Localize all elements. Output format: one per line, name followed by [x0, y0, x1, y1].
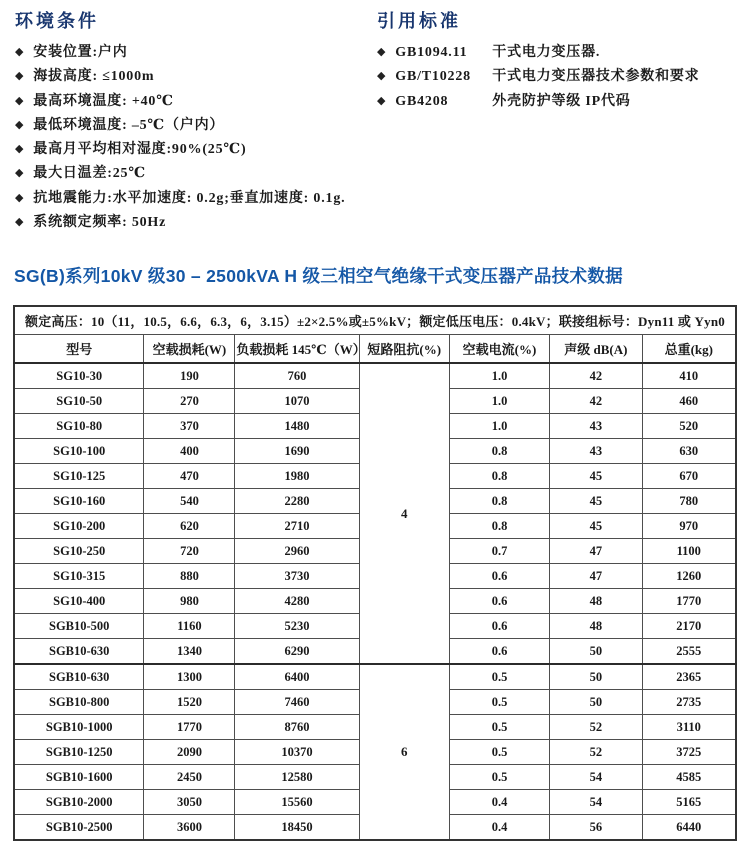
cell-load-loss: 5230 — [235, 614, 359, 639]
cell-no-load-loss: 2090 — [144, 740, 235, 765]
cell-model: SG10-80 — [14, 414, 144, 439]
cell-load-loss: 8760 — [235, 715, 359, 740]
cell-no-load-current: 0.5 — [449, 740, 549, 765]
cell-no-load-loss: 370 — [144, 414, 235, 439]
diamond-bullet-icon: ◆ — [15, 118, 25, 131]
cell-total-weight: 6440 — [642, 815, 736, 841]
cell-sound-level: 54 — [550, 765, 642, 790]
cell-model: SGB10-1250 — [14, 740, 144, 765]
cell-no-load-loss: 2450 — [144, 765, 235, 790]
cell-no-load-loss: 980 — [144, 589, 235, 614]
cell-no-load-loss: 1340 — [144, 639, 235, 665]
cell-no-load-current: 0.6 — [449, 614, 549, 639]
standard-description: 干式电力变压器技术参数和要求 — [492, 69, 700, 85]
cell-no-load-loss: 620 — [144, 514, 235, 539]
cell-load-loss: 6290 — [235, 639, 359, 665]
cell-model: SGB10-630 — [14, 639, 144, 665]
cell-total-weight: 5165 — [642, 790, 736, 815]
cell-load-loss: 15560 — [235, 790, 359, 815]
environment-conditions-title: 环境条件 — [15, 11, 99, 31]
diamond-bullet-icon: ◆ — [15, 143, 25, 156]
cell-no-load-loss: 1160 — [144, 614, 235, 639]
cell-sound-level: 47 — [550, 564, 642, 589]
cell-total-weight: 1100 — [642, 539, 736, 564]
cell-sound-level: 42 — [550, 389, 642, 414]
cell-load-loss: 3730 — [235, 564, 359, 589]
cell-load-loss: 1980 — [235, 464, 359, 489]
env-condition-text: 最大日温差:25℃ — [33, 166, 146, 182]
cell-no-load-current: 0.5 — [449, 664, 549, 690]
cell-load-loss: 760 — [235, 363, 359, 389]
cell-total-weight: 1260 — [642, 564, 736, 589]
cell-model: SG10-125 — [14, 464, 144, 489]
standard-code: GB/T10228 — [395, 69, 471, 85]
cell-model: SG10-100 — [14, 439, 144, 464]
cell-model: SGB10-1600 — [14, 765, 144, 790]
cell-total-weight: 2365 — [642, 664, 736, 690]
diamond-bullet-icon: ◆ — [15, 167, 25, 180]
cell-no-load-current: 1.0 — [449, 414, 549, 439]
cell-sound-level: 45 — [550, 489, 642, 514]
cell-sound-level: 50 — [550, 690, 642, 715]
env-condition-text: 抗地震能力:水平加速度: 0.2g;垂直加速度: 0.1g. — [33, 190, 346, 206]
cell-no-load-current: 0.6 — [449, 639, 549, 665]
reference-standard-item — [377, 90, 740, 114]
env-condition-item — [15, 187, 377, 211]
cell-load-loss: 4280 — [235, 589, 359, 614]
env-condition-text: 最低环境温度: –5℃（户内） — [33, 117, 225, 133]
reference-standards-title: 引用标准 — [377, 11, 461, 31]
top-section — [0, 0, 750, 235]
cell-no-load-loss: 1770 — [144, 715, 235, 740]
cell-no-load-current: 0.5 — [449, 690, 549, 715]
env-condition-text: 海拔高度: ≤1000m — [33, 69, 155, 85]
cell-no-load-loss: 3050 — [144, 790, 235, 815]
column-header: 短路阻抗(%) — [359, 335, 449, 364]
cell-sound-level: 52 — [550, 715, 642, 740]
rated-voltage-header: 额定高压：10（11，10.5，6.6，6.3，6，3.15）±2×2.5%或±5%kV；额定低压电压：0.4kV；联接组标号：Dyn11 或 Yyn0 — [14, 306, 736, 335]
column-header: 型号 — [14, 335, 144, 364]
env-condition-text: 最高环境温度: +40℃ — [33, 93, 174, 109]
cell-no-load-current: 0.8 — [449, 439, 549, 464]
reference-standard-item — [377, 65, 740, 89]
cell-no-load-loss: 470 — [144, 464, 235, 489]
cell-sound-level: 50 — [550, 639, 642, 665]
cell-no-load-loss: 400 — [144, 439, 235, 464]
cell-load-loss: 10370 — [235, 740, 359, 765]
cell-no-load-current: 0.6 — [449, 564, 549, 589]
cell-total-weight: 520 — [642, 414, 736, 439]
rated-voltage-row — [14, 306, 736, 335]
cell-model: SGB10-2500 — [14, 815, 144, 841]
cell-total-weight: 3110 — [642, 715, 736, 740]
cell-total-weight: 630 — [642, 439, 736, 464]
cell-impedance: 6 — [359, 664, 449, 840]
cell-model: SG10-200 — [14, 514, 144, 539]
cell-no-load-current: 0.5 — [449, 715, 549, 740]
cell-model: SG10-50 — [14, 389, 144, 414]
env-condition-item — [15, 41, 377, 65]
cell-sound-level: 42 — [550, 363, 642, 389]
cell-no-load-loss: 1520 — [144, 690, 235, 715]
cell-sound-level: 48 — [550, 614, 642, 639]
table-row — [14, 363, 736, 389]
cell-no-load-current: 0.8 — [449, 514, 549, 539]
cell-no-load-current: 0.4 — [449, 790, 549, 815]
cell-total-weight: 460 — [642, 389, 736, 414]
cell-load-loss: 2280 — [235, 489, 359, 514]
cell-sound-level: 56 — [550, 815, 642, 841]
spec-table-wrap — [13, 305, 737, 841]
cell-total-weight: 970 — [642, 514, 736, 539]
cell-model: SGB10-800 — [14, 690, 144, 715]
environment-conditions-list — [15, 41, 377, 235]
cell-model: SG10-400 — [14, 589, 144, 614]
cell-model: SG10-30 — [14, 363, 144, 389]
cell-no-load-current: 0.8 — [449, 489, 549, 514]
cell-sound-level: 45 — [550, 514, 642, 539]
cell-model: SGB10-500 — [14, 614, 144, 639]
env-condition-item — [15, 65, 377, 89]
standard-description: 外壳防护等级 IP代码 — [492, 93, 631, 109]
standard-code: GB4208 — [395, 93, 449, 109]
reference-standards-block — [377, 10, 740, 235]
diamond-bullet-icon: ◆ — [15, 94, 25, 107]
standard-code: GB1094.11 — [395, 45, 468, 60]
cell-sound-level: 45 — [550, 464, 642, 489]
column-header: 负载损耗 145℃（W） — [235, 335, 359, 364]
cell-no-load-current: 0.7 — [449, 539, 549, 564]
cell-no-load-current: 0.6 — [449, 589, 549, 614]
cell-total-weight: 780 — [642, 489, 736, 514]
env-condition-item — [15, 138, 377, 162]
cell-no-load-loss: 190 — [144, 363, 235, 389]
cell-load-loss: 2960 — [235, 539, 359, 564]
cell-load-loss: 12580 — [235, 765, 359, 790]
cell-no-load-loss: 540 — [144, 489, 235, 514]
cell-sound-level: 48 — [550, 589, 642, 614]
cell-total-weight: 4585 — [642, 765, 736, 790]
env-condition-text: 系统额定频率: 50Hz — [33, 215, 167, 231]
cell-load-loss: 18450 — [235, 815, 359, 841]
cell-sound-level: 50 — [550, 664, 642, 690]
diamond-bullet-icon: ◆ — [15, 191, 25, 204]
cell-load-loss: 7460 — [235, 690, 359, 715]
cell-total-weight: 2170 — [642, 614, 736, 639]
column-header-row — [14, 335, 736, 364]
env-condition-item — [15, 114, 377, 138]
column-header: 空载电流(%) — [449, 335, 549, 364]
cell-model: SGB10-630 — [14, 664, 144, 690]
cell-load-loss: 2710 — [235, 514, 359, 539]
cell-load-loss: 1070 — [235, 389, 359, 414]
cell-no-load-current: 0.4 — [449, 815, 549, 841]
cell-no-load-current: 0.5 — [449, 765, 549, 790]
cell-total-weight: 2735 — [642, 690, 736, 715]
env-condition-text: 安装位置:户内 — [33, 45, 128, 60]
cell-sound-level: 54 — [550, 790, 642, 815]
cell-no-load-current: 1.0 — [449, 389, 549, 414]
cell-total-weight: 2555 — [642, 639, 736, 665]
cell-load-loss: 6400 — [235, 664, 359, 690]
section-title: SG(B)系列10kV 级30 – 2500kVA H 级三相空气绝缘干式变压器产品技术数据 — [14, 266, 623, 287]
cell-sound-level: 47 — [550, 539, 642, 564]
reference-standard-item — [377, 41, 740, 65]
env-condition-item — [15, 162, 377, 186]
diamond-bullet-icon: ◆ — [377, 94, 387, 107]
cell-model: SG10-315 — [14, 564, 144, 589]
cell-no-load-loss: 270 — [144, 389, 235, 414]
diamond-bullet-icon: ◆ — [15, 70, 25, 83]
cell-model: SGB10-1000 — [14, 715, 144, 740]
cell-impedance: 4 — [359, 363, 449, 664]
cell-sound-level: 43 — [550, 414, 642, 439]
cell-load-loss: 1480 — [235, 414, 359, 439]
cell-no-load-loss: 3600 — [144, 815, 235, 841]
standard-description: 干式电力变压器. — [492, 45, 601, 60]
cell-model: SG10-250 — [14, 539, 144, 564]
cell-model: SGB10-2000 — [14, 790, 144, 815]
cell-sound-level: 43 — [550, 439, 642, 464]
cell-no-load-loss: 720 — [144, 539, 235, 564]
column-header: 声级 dB(A) — [550, 335, 642, 364]
cell-load-loss: 1690 — [235, 439, 359, 464]
diamond-bullet-icon: ◆ — [377, 46, 387, 58]
cell-total-weight: 410 — [642, 363, 736, 389]
environment-conditions-block — [15, 10, 377, 235]
cell-no-load-loss: 880 — [144, 564, 235, 589]
env-condition-item — [15, 211, 377, 235]
column-header: 空载损耗(W) — [144, 335, 235, 364]
spec-table — [13, 305, 737, 841]
cell-sound-level: 52 — [550, 740, 642, 765]
cell-no-load-current: 1.0 — [449, 363, 549, 389]
cell-no-load-loss: 1300 — [144, 664, 235, 690]
env-condition-item — [15, 90, 377, 114]
diamond-bullet-icon: ◆ — [15, 216, 25, 229]
env-condition-text: 最高月平均相对湿度:90%(25℃) — [33, 142, 247, 158]
diamond-bullet-icon: ◆ — [15, 46, 25, 58]
reference-standards-list — [377, 41, 740, 114]
table-row — [14, 664, 736, 690]
cell-total-weight: 670 — [642, 464, 736, 489]
cell-total-weight: 3725 — [642, 740, 736, 765]
cell-model: SG10-160 — [14, 489, 144, 514]
diamond-bullet-icon: ◆ — [377, 70, 387, 83]
cell-total-weight: 1770 — [642, 589, 736, 614]
cell-no-load-current: 0.8 — [449, 464, 549, 489]
column-header: 总重(kg) — [642, 335, 736, 364]
